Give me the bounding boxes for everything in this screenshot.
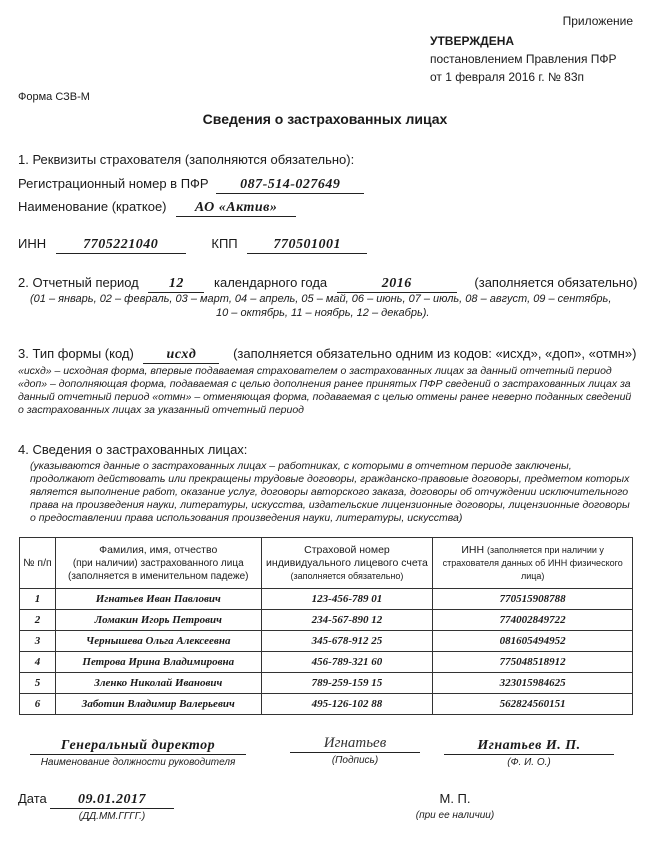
table-row bbox=[20, 694, 633, 715]
row-num: 5 bbox=[20, 673, 56, 694]
inn-row bbox=[18, 236, 367, 254]
row-fio[interactable]: Петрова Ирина Владимировна bbox=[55, 652, 261, 673]
col-header-inn bbox=[433, 538, 633, 589]
row-inn[interactable]: 770515908788 bbox=[433, 589, 633, 610]
name-field[interactable]: АО «Актив» bbox=[176, 200, 296, 217]
row-inn[interactable]: 323015984625 bbox=[433, 673, 633, 694]
col-header-num-text: № п/п bbox=[23, 556, 52, 569]
reg-number-row bbox=[18, 176, 364, 194]
date-caption: (ДД.ММ.ГГГГ.) bbox=[78, 811, 146, 822]
fio-field[interactable]: Игнатьев И. П. bbox=[444, 738, 614, 755]
row-fio[interactable]: Чернышева Ольга Алексеевна bbox=[55, 631, 261, 652]
row-num: 3 bbox=[20, 631, 56, 652]
position-caption: Наименование должности руководителя bbox=[40, 757, 236, 768]
col-header-inn-main: ИНН bbox=[461, 543, 485, 556]
col-header-snils-main: Страховой номер индивидуального лицевого счета bbox=[266, 543, 428, 569]
col-header-num bbox=[20, 538, 56, 589]
date-label: Дата bbox=[18, 791, 47, 806]
form-name: Форма СЗВ-М bbox=[18, 91, 90, 103]
row-num: 2 bbox=[20, 610, 56, 631]
name-label: Наименование (краткое) bbox=[18, 199, 167, 214]
stamp-label: М. П. bbox=[439, 791, 471, 806]
col-header-inn-sub: (заполняется при наличии у страхователя данных об ИНН физического лица) bbox=[442, 544, 623, 581]
year-label: календарного года bbox=[213, 275, 328, 290]
approved-label: УТВЕРЖДЕНА bbox=[430, 34, 515, 48]
form-type-note: (заполняется обязательно одним из кодов: «исхд», «доп», «отмн») bbox=[233, 346, 637, 361]
signature-caption: (Подпись) bbox=[331, 755, 379, 766]
name-row bbox=[18, 199, 296, 217]
stamp-caption: (при ее наличии) bbox=[415, 810, 495, 821]
period-label: 2. Отчетный период bbox=[18, 275, 139, 290]
section4-heading: 4. Сведения о застрахованных лицах: bbox=[18, 442, 248, 457]
date-field[interactable]: 09.01.2017 bbox=[50, 792, 174, 809]
period-codes-line1: (01 – январь, 02 – февраль, 03 – март, 04 – апрель, 05 – май, 06 – июнь, 07 – июль, 08 – август, 09 – сентябрь, bbox=[30, 293, 612, 305]
period-field[interactable]: 12 bbox=[148, 276, 204, 293]
kpp-label: КПП bbox=[211, 236, 238, 251]
row-inn[interactable]: 775048518912 bbox=[433, 652, 633, 673]
signature-field[interactable]: Игнатьев bbox=[290, 735, 420, 753]
kpp-field[interactable]: 770501001 bbox=[247, 237, 367, 254]
signature-block bbox=[290, 734, 420, 766]
period-row bbox=[18, 275, 638, 293]
page-title: Сведения о застрахованных лицах bbox=[202, 111, 448, 127]
col-header-snils bbox=[261, 538, 433, 589]
row-num: 1 bbox=[20, 589, 56, 610]
date-block bbox=[50, 790, 174, 822]
reg-number-field[interactable]: 087-514-027649 bbox=[216, 177, 364, 194]
row-fio[interactable]: Игнатьев Иван Павлович bbox=[55, 589, 261, 610]
inn-label: ИНН bbox=[18, 236, 47, 251]
row-fio[interactable]: Ломакин Игорь Петрович bbox=[55, 610, 261, 631]
section1-heading: 1. Реквизиты страхователя (заполняются обязательно): bbox=[18, 152, 355, 167]
reg-number-label: Регистрационный номер в ПФР bbox=[18, 176, 209, 191]
table-row bbox=[20, 673, 633, 694]
fio-caption: (Ф. И. О.) bbox=[507, 757, 551, 768]
form-type-field[interactable]: исхд bbox=[143, 347, 219, 364]
table-header-row bbox=[20, 538, 633, 589]
row-snils[interactable]: 789-259-159 15 bbox=[261, 673, 433, 694]
row-inn[interactable]: 081605494952 bbox=[433, 631, 633, 652]
row-num: 4 bbox=[20, 652, 56, 673]
position-block bbox=[30, 736, 246, 768]
row-inn[interactable]: 774002849722 bbox=[433, 610, 633, 631]
row-inn[interactable]: 562824560151 bbox=[433, 694, 633, 715]
row-fio[interactable]: Зленко Николай Иванович bbox=[55, 673, 261, 694]
row-num: 6 bbox=[20, 694, 56, 715]
col-header-fio bbox=[55, 538, 261, 589]
col-header-snils-sub: (заполняется обязательно) bbox=[290, 570, 404, 581]
form-type-label: 3. Тип формы (код) bbox=[18, 346, 134, 361]
period-codes-line2: 10 – октябрь, 11 – ноябрь, 12 – декабрь). bbox=[216, 307, 430, 319]
appendix-label: Приложение bbox=[562, 14, 633, 28]
row-snils[interactable]: 345-678-912 25 bbox=[261, 631, 433, 652]
form-type-row bbox=[18, 346, 636, 364]
row-snils[interactable]: 123-456-789 01 bbox=[261, 589, 433, 610]
fio-block bbox=[444, 736, 614, 768]
period-required-note: (заполняется обязательно) bbox=[474, 275, 638, 290]
section4-description: (указываются данные о застрахованных лицах – работниках, с которыми в отчетном периоде заключены, продолжают действовать или прекращены трудовые договоры, гражданско-правовые договоры, предметом которых является выполнение работ, оказание услуг, договоры авторского заказа, договоры об отчуждении исключительного права на произведения науки, литературы, искусства, издательские лицензионные договоры, лицензионные договоры о предоставлении права использования произведения науки, литературы, искусства) bbox=[30, 460, 630, 524]
inn-field[interactable]: 7705221040 bbox=[56, 237, 186, 254]
row-snils[interactable]: 495-126-102 88 bbox=[261, 694, 433, 715]
row-snils[interactable]: 234-567-890 12 bbox=[261, 610, 433, 631]
col-header-fio-sub: (при наличии) застрахованного лица (заполняется в именительном падеже) bbox=[68, 557, 249, 582]
position-field[interactable]: Генеральный директор bbox=[30, 738, 246, 755]
table-row bbox=[20, 652, 633, 673]
col-header-fio-main: Фамилия, имя, отчество bbox=[99, 543, 218, 556]
form-type-description: «исхд» – исходная форма, впервые подаваемая страхователем о застрахованных лицах за данный отчетный период «доп» – дополняющая форма, подаваемая с целью дополнения ранее принятых ПФР сведений о застрахованных лицах за данный отчетный период «отмн» – отменяющая форма, подаваемая с целью отмены ранее неверно поданных сведений о застрахованных лицах за указанный отчетный период bbox=[18, 365, 632, 416]
row-snils[interactable]: 456-789-321 60 bbox=[261, 652, 433, 673]
year-field[interactable]: 2016 bbox=[337, 276, 457, 293]
insured-persons-table bbox=[19, 537, 633, 715]
row-fio[interactable]: Заботин Владимир Валерьевич bbox=[55, 694, 261, 715]
approved-by-text: постановлением Правления ПФР bbox=[430, 52, 617, 66]
table-row bbox=[20, 589, 633, 610]
approved-date-text: от 1 февраля 2016 г. № 83п bbox=[430, 70, 585, 84]
table-row bbox=[20, 631, 633, 652]
table-row bbox=[20, 610, 633, 631]
